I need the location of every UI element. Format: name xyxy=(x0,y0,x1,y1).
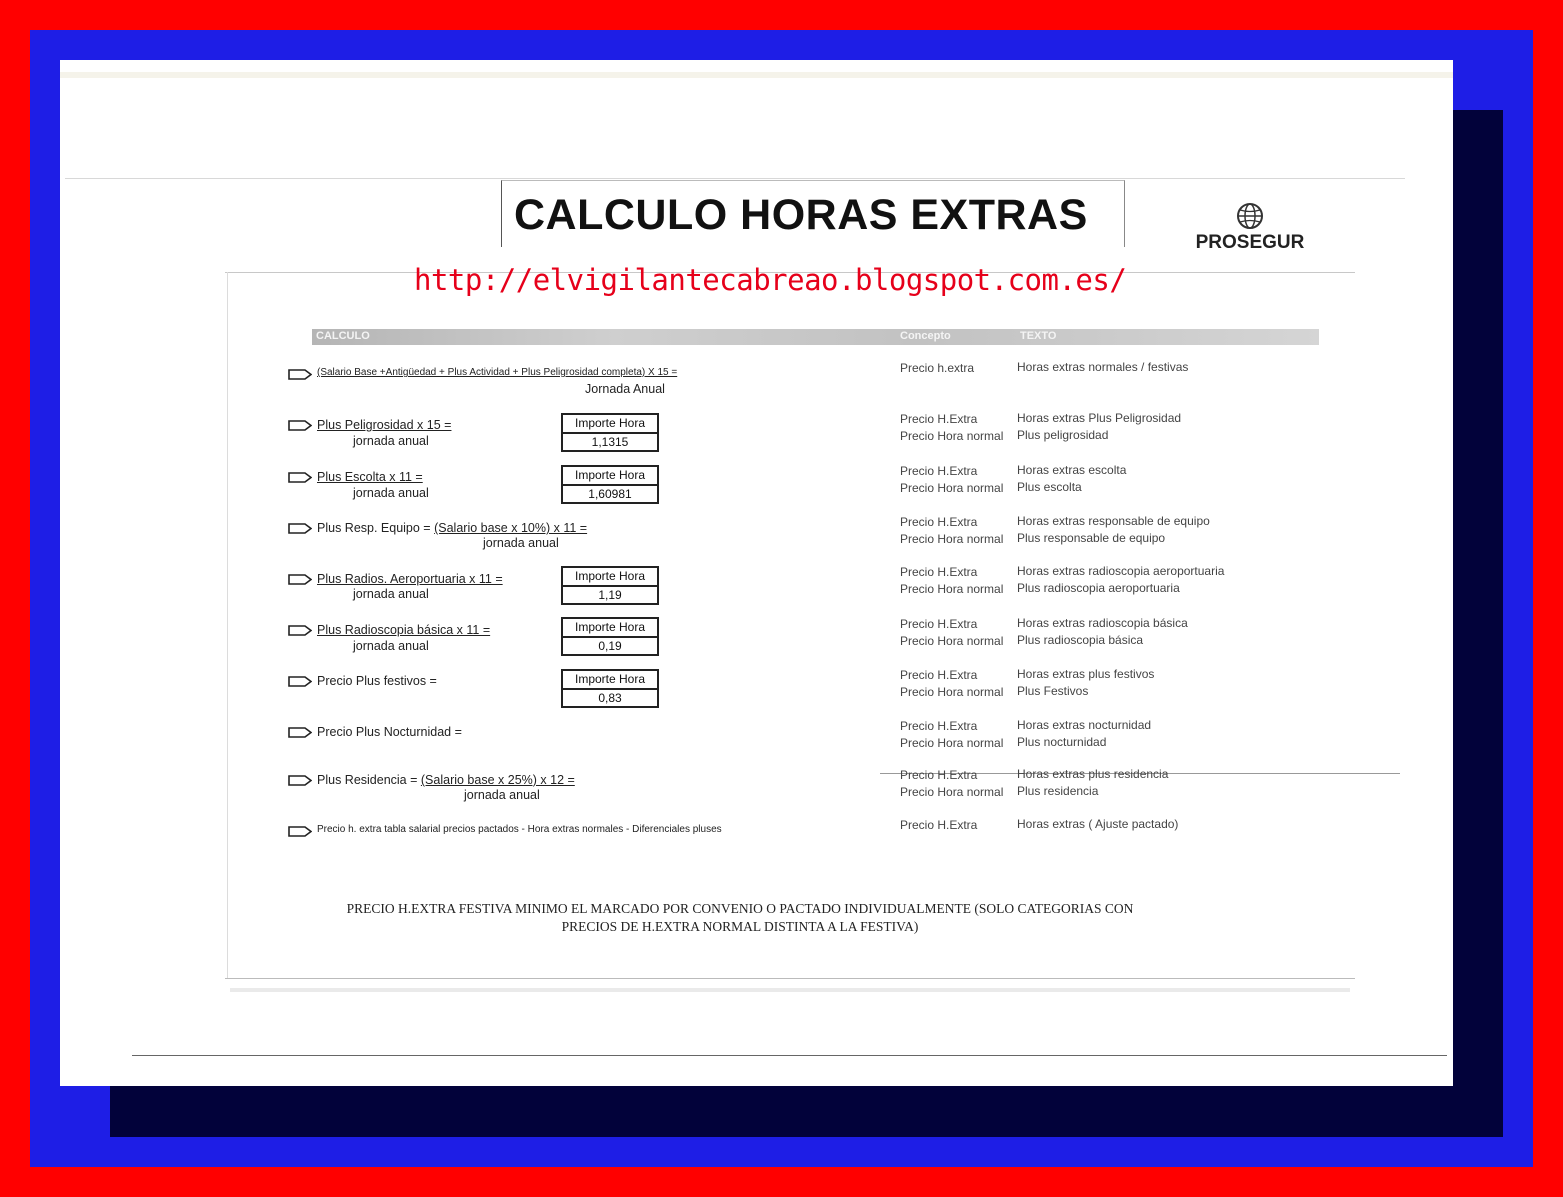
concept-cell xyxy=(900,667,1003,701)
concept-line: Precio H.Extra xyxy=(900,565,978,579)
page-title: CALCULO HORAS EXTRAS xyxy=(514,191,1088,239)
formula-denominator: jornada anual xyxy=(353,434,429,448)
concept-line: Precio H.Extra xyxy=(900,668,978,682)
text-line: Horas extras plus festivos xyxy=(1017,667,1155,681)
title-box xyxy=(501,180,1125,247)
formula-text: Precio Plus Nocturnidad = xyxy=(317,725,462,739)
formula-denominator: jornada anual xyxy=(353,486,429,500)
formula-denominator: jornada anual xyxy=(483,536,559,550)
concept-cell xyxy=(900,514,1003,548)
importe-hora-box xyxy=(561,413,659,452)
text-line: Horas extras nocturnidad xyxy=(1017,718,1152,732)
text-line: Horas extras normales / festivas xyxy=(1017,360,1189,374)
importe-hora-box xyxy=(561,669,659,708)
importe-label: Importe Hora xyxy=(563,568,657,587)
text-cell xyxy=(1017,615,1188,649)
header-texto: TEXTO xyxy=(1020,330,1057,342)
text-cell xyxy=(1017,410,1181,444)
text-cell xyxy=(1017,816,1178,833)
importe-label: Importe Hora xyxy=(563,467,657,486)
text-cell xyxy=(1017,513,1210,547)
text-line: Horas extras escolta xyxy=(1017,463,1127,477)
importe-hora-box xyxy=(561,566,659,605)
concept-line: Precio H.Extra xyxy=(900,464,978,478)
text-cell xyxy=(1017,717,1151,751)
arrow-icon xyxy=(288,369,312,380)
text-line: Plus nocturnidad xyxy=(1017,735,1107,749)
formula-denominator: jornada anual xyxy=(353,587,429,601)
importe-label: Importe Hora xyxy=(563,415,657,434)
importe-hora-box xyxy=(561,465,659,504)
formula-prefix: Plus Resp. Equipo = xyxy=(317,521,431,535)
arrow-icon xyxy=(288,625,312,636)
column-header-bar xyxy=(312,329,1319,345)
scan-band xyxy=(60,72,1453,78)
arrow-icon xyxy=(288,574,312,585)
scan-vline xyxy=(227,272,228,978)
concept-cell xyxy=(900,817,977,834)
importe-value: 1,19 xyxy=(598,588,622,602)
concept-line: Precio H.Extra xyxy=(900,768,978,782)
formula-text: Plus Peligrosidad x 15 = xyxy=(317,418,452,432)
concept-cell xyxy=(900,360,974,377)
formula-text: Precio h. extra tabla salarial precios pactados - Hora extras normales - Diferenciales pluses xyxy=(317,824,722,835)
text-line: Plus Festivos xyxy=(1017,684,1089,698)
formula-denominator: Jornada Anual xyxy=(585,382,665,396)
globe-icon xyxy=(1236,202,1264,230)
concept-line: Precio Hora normal xyxy=(900,582,1004,596)
blog-url[interactable]: http://elvigilantecabreao.blogspot.com.es/ xyxy=(414,263,1127,297)
text-cell xyxy=(1017,563,1224,597)
importe-label: Importe Hora xyxy=(563,671,657,690)
scan-line xyxy=(132,1055,1447,1056)
text-cell xyxy=(1017,766,1168,800)
arrow-icon xyxy=(288,676,312,687)
arrow-icon xyxy=(288,420,312,431)
text-line: Horas extras plus residencia xyxy=(1017,767,1169,781)
text-cell xyxy=(1017,462,1126,496)
formula-text: Plus Escolta x 11 = xyxy=(317,470,423,484)
arrow-icon xyxy=(288,472,312,483)
concept-line: Precio h.extra xyxy=(900,361,975,375)
arrow-icon xyxy=(288,775,312,786)
concept-line: Precio Hora normal xyxy=(900,785,1004,799)
concept-line: Precio H.Extra xyxy=(900,818,978,832)
text-line: Plus escolta xyxy=(1017,480,1082,494)
formula-text xyxy=(317,521,587,535)
concept-line: Precio H.Extra xyxy=(900,617,978,631)
arrow-icon xyxy=(288,727,312,738)
formula-prefix: Plus Residencia = xyxy=(317,773,418,787)
text-line: Plus radioscopia aeroportuaria xyxy=(1017,581,1180,595)
brand-name: PROSEGUR xyxy=(1195,232,1305,253)
scan-line xyxy=(65,178,1405,179)
concept-cell xyxy=(900,411,1003,445)
text-line: Horas extras radioscopia básica xyxy=(1017,616,1188,630)
text-line: Plus radioscopia básica xyxy=(1017,633,1144,647)
formula-text: Plus Radios. Aeroportuaria x 11 = xyxy=(317,572,503,586)
text-line: Horas extras radioscopia aeroportuaria xyxy=(1017,564,1225,578)
formula-denominator: jornada anual xyxy=(353,639,429,653)
formula-text: (Salario Base +Antigüedad + Plus Actividad + Plus Peligrosidad completa) X 15 = xyxy=(317,367,678,378)
formula-fraction: (Salario base x 10%) x 11 = xyxy=(434,521,588,535)
concept-line: Precio Hora normal xyxy=(900,634,1004,648)
scan-band xyxy=(230,988,1350,992)
text-cell xyxy=(1017,666,1154,700)
text-line: Plus residencia xyxy=(1017,784,1099,798)
text-line: Plus peligrosidad xyxy=(1017,428,1109,442)
header-concepto: Concepto xyxy=(900,330,951,342)
formula-denominator: jornada anual xyxy=(464,788,540,802)
scanned-document xyxy=(60,60,1453,1086)
concept-line: Precio Hora normal xyxy=(900,685,1004,699)
concept-line: Precio H.Extra xyxy=(900,719,978,733)
concept-line: Precio H.Extra xyxy=(900,515,978,529)
text-line: Horas extras ( Ajuste pactado) xyxy=(1017,817,1179,831)
arrow-icon xyxy=(288,523,312,534)
concept-line: Precio Hora normal xyxy=(900,481,1004,495)
concept-line: Precio Hora normal xyxy=(900,532,1004,546)
text-cell xyxy=(1017,359,1188,376)
footer-line: PRECIO H.EXTRA FESTIVA MINIMO EL MARCADO POR CONVENIO O PACTADO INDIVIDUALMENTE (SOLO CATEGORIAS CON xyxy=(346,901,1134,916)
text-line: Horas extras responsable de equipo xyxy=(1017,514,1210,528)
importe-label: Importe Hora xyxy=(563,619,657,638)
importe-value: 1,1315 xyxy=(591,435,629,449)
concept-cell xyxy=(900,767,1003,801)
concept-cell xyxy=(900,564,1003,598)
concept-cell xyxy=(900,463,1003,497)
importe-hora-box xyxy=(561,617,659,656)
arrow-icon xyxy=(288,826,312,837)
text-line: Plus responsable de equipo xyxy=(1017,531,1166,545)
importe-value: 1,60981 xyxy=(588,487,632,501)
footer-line: PRECIOS DE H.EXTRA NORMAL DISTINTA A LA FESTIVA) xyxy=(561,919,919,934)
formula-text xyxy=(317,773,575,787)
prosegur-logo xyxy=(1185,202,1315,254)
importe-value: 0,19 xyxy=(598,639,622,653)
formula-fraction: (Salario base x 25%) x 12 = xyxy=(420,773,575,787)
formula-text: Precio Plus festivos = xyxy=(317,674,437,688)
scan-line xyxy=(225,978,1355,979)
concept-line: Precio Hora normal xyxy=(900,429,1004,443)
concept-line: Precio H.Extra xyxy=(900,412,978,426)
concept-line: Precio Hora normal xyxy=(900,736,1004,750)
concept-cell xyxy=(900,616,1003,650)
importe-value: 0,83 xyxy=(598,691,622,705)
concept-cell xyxy=(900,718,1003,752)
footer-note xyxy=(290,900,1190,936)
header-calculo: CALCULO xyxy=(316,330,370,342)
formula-text: Plus Radioscopia básica x 11 = xyxy=(317,623,491,637)
text-line: Horas extras Plus Peligrosidad xyxy=(1017,411,1182,425)
